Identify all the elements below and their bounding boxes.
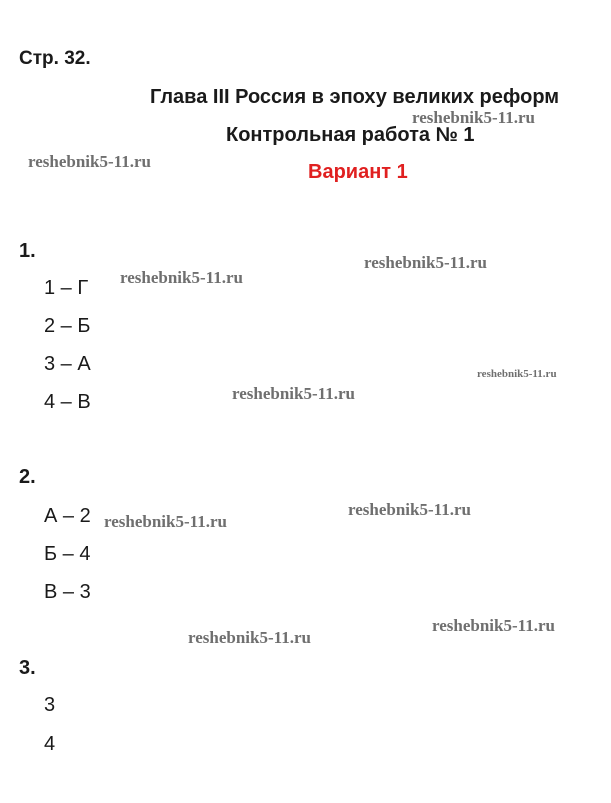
chapter-title: Глава III Россия в эпоху великих реформ [150, 86, 560, 108]
answer-item: 1 – Г [44, 277, 89, 299]
answer-item: 3 – А [44, 353, 91, 375]
answer-item: А – 2 [44, 505, 91, 527]
question-number-2: 2. [19, 466, 36, 488]
watermark-text: reshebnik5-11.ru [120, 268, 243, 287]
answer-item: 3 [44, 694, 56, 716]
watermark-text: reshebnik5-11.ru [364, 253, 487, 272]
variant-label: Вариант 1 [308, 161, 408, 183]
watermark-text: reshebnik5-11.ru [477, 368, 557, 380]
question-number-1: 1. [19, 240, 36, 262]
watermark-text: reshebnik5-11.ru [412, 108, 535, 127]
answer-item: В – 3 [44, 581, 91, 603]
watermark-text: reshebnik5-11.ru [232, 384, 355, 403]
answer-item: 4 – В [44, 391, 91, 413]
watermark-text: reshebnik5-11.ru [188, 628, 311, 647]
watermark-text: reshebnik5-11.ru [28, 152, 151, 171]
answer-item: 2 – Б [44, 315, 91, 337]
answer-item: Б – 4 [44, 543, 91, 565]
answer-item: 4 [44, 733, 56, 755]
watermark-text: reshebnik5-11.ru [348, 500, 471, 519]
work-title: Контрольная работа № 1 [226, 124, 475, 146]
watermark-text: reshebnik5-11.ru [104, 512, 227, 531]
watermark-text: reshebnik5-11.ru [432, 616, 555, 635]
page-number: Стр. 32. [19, 48, 91, 69]
question-number-3: 3. [19, 657, 36, 679]
